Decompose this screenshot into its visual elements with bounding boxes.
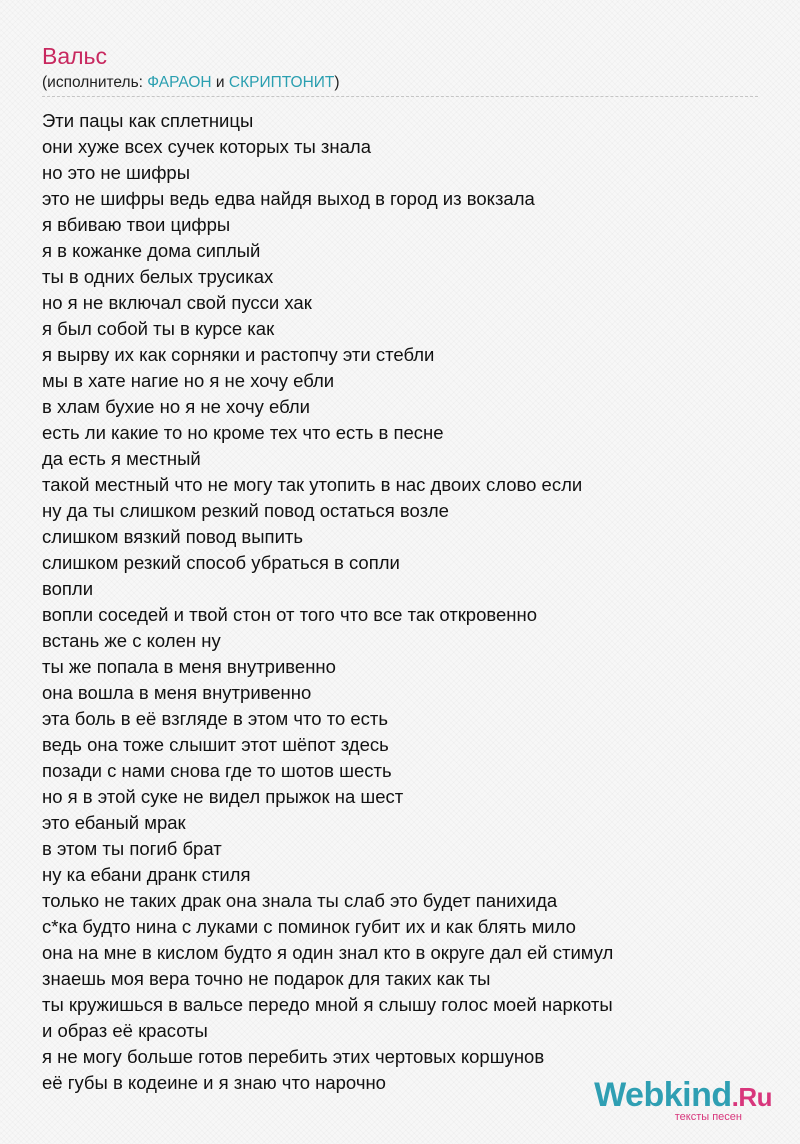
watermark-brand-main: Webkind — [594, 1076, 732, 1114]
lyric-line: слишком резкий способ убраться в сопли — [42, 552, 400, 573]
lyric-line: ты в одних белых трусиках — [42, 266, 274, 287]
lyric-line: она вошла в меня внутривенно — [42, 682, 312, 703]
lyric-line: вопли — [42, 578, 94, 599]
lyric-line: я в кожанке дома сиплый — [42, 240, 261, 261]
watermark-tagline: тексты песен — [674, 1111, 742, 1123]
artist-link-faraon[interactable]: ФАРАОН — [147, 74, 212, 91]
lyric-line: я не могу больше готов перебить этих чертовых коршунов — [42, 1046, 545, 1067]
lyric-line: встань же с колен ну — [42, 630, 221, 651]
artist-suffix: ) — [334, 74, 340, 91]
watermark-brand-tld: .Ru — [731, 1082, 772, 1112]
watermark-logo — [594, 1076, 772, 1116]
lyric-line: ты кружишься в вальсе передо мной я слышу голос моей наркоты — [42, 994, 613, 1015]
lyric-line: ведь она тоже слышит этот шёпот здесь — [42, 734, 389, 755]
lyric-line: это ебаный мрак — [42, 812, 186, 833]
lyric-line: вопли соседей и твой стон от того что все так откровенно — [42, 604, 538, 625]
site-watermark — [594, 1076, 772, 1122]
lyric-line: ну да ты слишком резкий повод остаться возле — [42, 500, 449, 521]
lyric-line: да есть я местный — [42, 448, 201, 469]
lyric-line: и образ её красоты — [42, 1020, 208, 1041]
artist-joiner: и — [211, 74, 229, 91]
lyrics-page — [42, 40, 758, 1096]
lyric-line: в хлам бухие но я не хочу ебли — [42, 396, 310, 417]
artist-link-scriptonite[interactable]: СКРИПТОНИТ — [228, 74, 335, 91]
lyric-line: но я в этой суке не видел прыжок на шест — [42, 786, 404, 807]
lyric-line: я вырву их как сорняки и растопчу эти стебли — [42, 344, 435, 365]
lyric-line: есть ли какие то но кроме тех что есть в песне — [42, 422, 444, 443]
lyric-line: Эти пацы как сплетницы — [42, 110, 254, 131]
lyric-line: только не таких драк она знала ты слаб это будет панихида — [42, 890, 558, 911]
lyric-line: знаешь моя вера точно не подарок для таких как ты — [42, 968, 491, 989]
lyric-line: её губы в кодеине и я знаю что нарочно — [42, 1072, 386, 1093]
lyric-line: с*ка будто нина с луками с поминок губит их и как блять мило — [42, 916, 576, 937]
lyric-line: я был собой ты в курсе как — [42, 318, 275, 339]
lyric-line: но это не шифры — [42, 162, 190, 183]
artist-line — [42, 72, 758, 94]
lyric-line: но я не включал свой пусси хак — [42, 292, 312, 313]
divider — [42, 96, 758, 97]
lyric-line: это не шифры ведь едва найдя выход в город из вокзала — [42, 188, 535, 209]
lyric-line: такой местный что не могу так утопить в нас двоих слово если — [42, 474, 583, 495]
lyric-line: позади с нами снова где то шотов шесть — [42, 760, 392, 781]
artist-prefix: (исполнитель: — [42, 74, 148, 91]
lyric-line: я вбиваю твои цифры — [42, 214, 231, 235]
lyrics-text — [42, 108, 758, 1096]
lyric-line: ну ка ебани дранк стиля — [42, 864, 251, 885]
lyric-line: эта боль в её взгляде в этом что то есть — [42, 708, 389, 729]
lyric-line: мы в хате нагие но я не хочу ебли — [42, 370, 335, 391]
lyric-line: слишком вязкий повод выпить — [42, 526, 304, 547]
lyric-line: они хуже всех сучек которых ты знала — [42, 136, 371, 157]
lyric-line: она на мне в кислом будто я один знал кто в округе дал ей стимул — [42, 942, 614, 963]
lyric-line: в этом ты погиб брат — [42, 838, 222, 859]
lyric-line: ты же попала в меня внутривенно — [42, 656, 336, 677]
song-title: Вальс — [42, 43, 108, 69]
